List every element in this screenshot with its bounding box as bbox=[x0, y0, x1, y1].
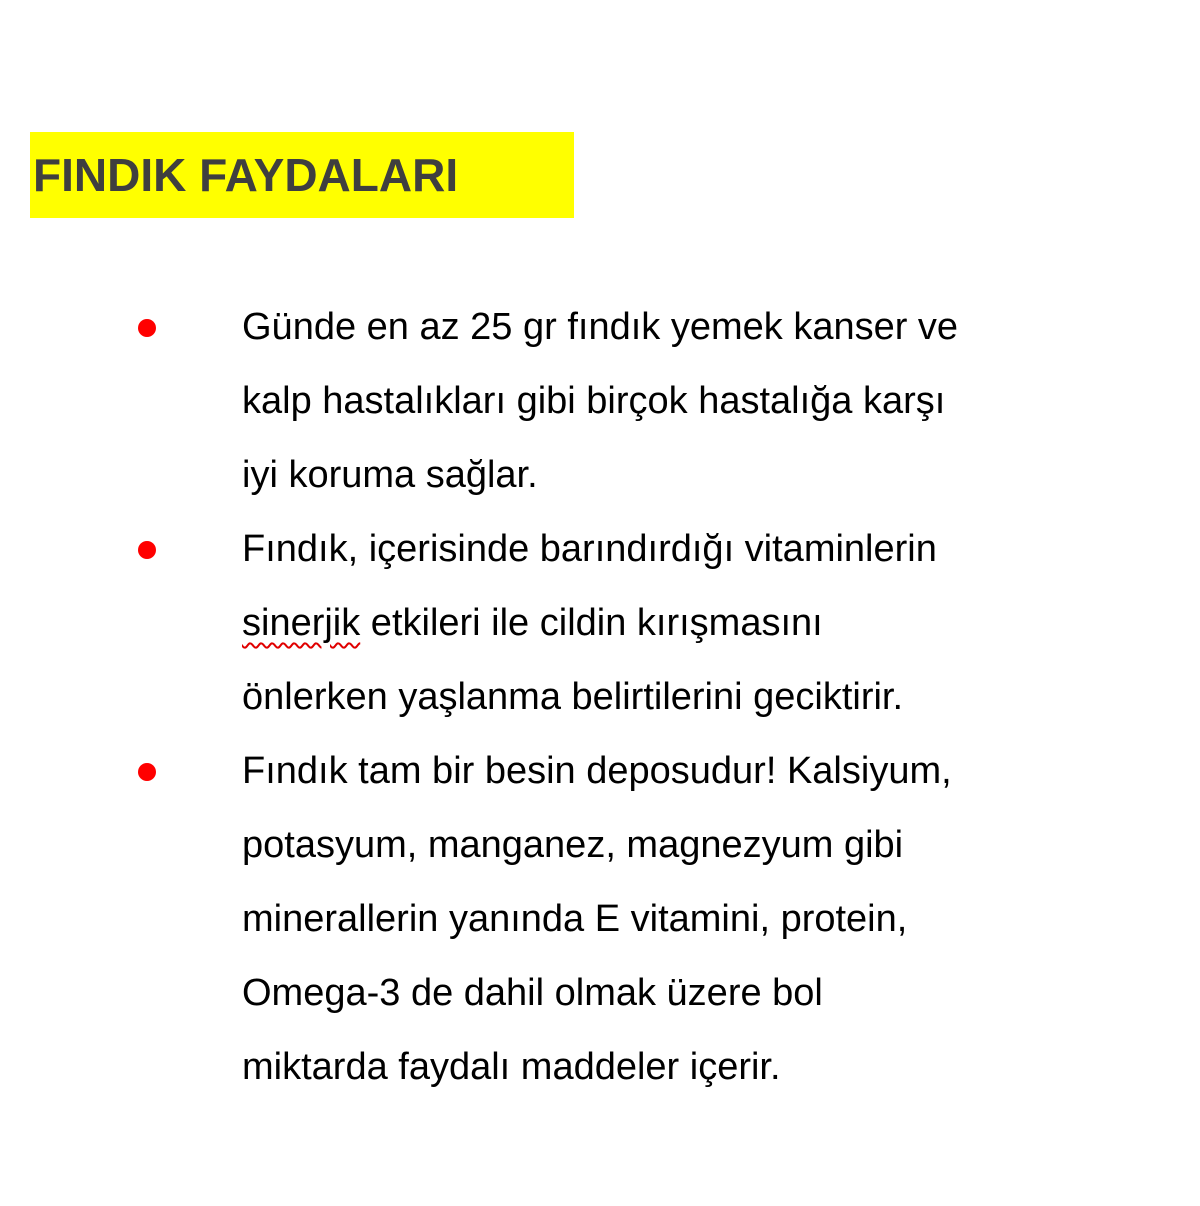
list-item bbox=[0, 734, 1200, 1104]
page-title-text: FINDIK FAYDALARI bbox=[33, 149, 459, 201]
list-item bbox=[0, 512, 1200, 734]
item-line: önlerken yaşlanma belirtilerini geciktirir. bbox=[242, 676, 904, 718]
item-line: Fındık, içerisinde barındırdığı vitaminlerin bbox=[242, 528, 937, 570]
misspelled-word[interactable]: sinerjik bbox=[242, 602, 361, 644]
benefits-list bbox=[0, 290, 1200, 1104]
page-title bbox=[30, 132, 574, 218]
list-item bbox=[0, 290, 1200, 512]
bullet-dot-icon bbox=[138, 541, 156, 559]
list-item-text: Fındık tam bir besin deposudur! Kalsiyum, potasyum, manganez, magnezyum gibi minerallerin yanında E vitamini, protein, Omega-3 de dahil olmak üzere bol miktarda faydalı maddeler içerir. bbox=[242, 750, 952, 1088]
item-line: etkileri ile cildin kırışmasını bbox=[360, 602, 823, 644]
bullet-dot-icon bbox=[138, 763, 156, 781]
bullet-dot-icon bbox=[138, 319, 156, 337]
list-item-text bbox=[242, 512, 1142, 734]
list-item-text: Günde en az 25 gr fındık yemek kanser ve kalp hastalıkları gibi birçok hastalığa karşı iyi koruma sağlar. bbox=[242, 306, 959, 496]
